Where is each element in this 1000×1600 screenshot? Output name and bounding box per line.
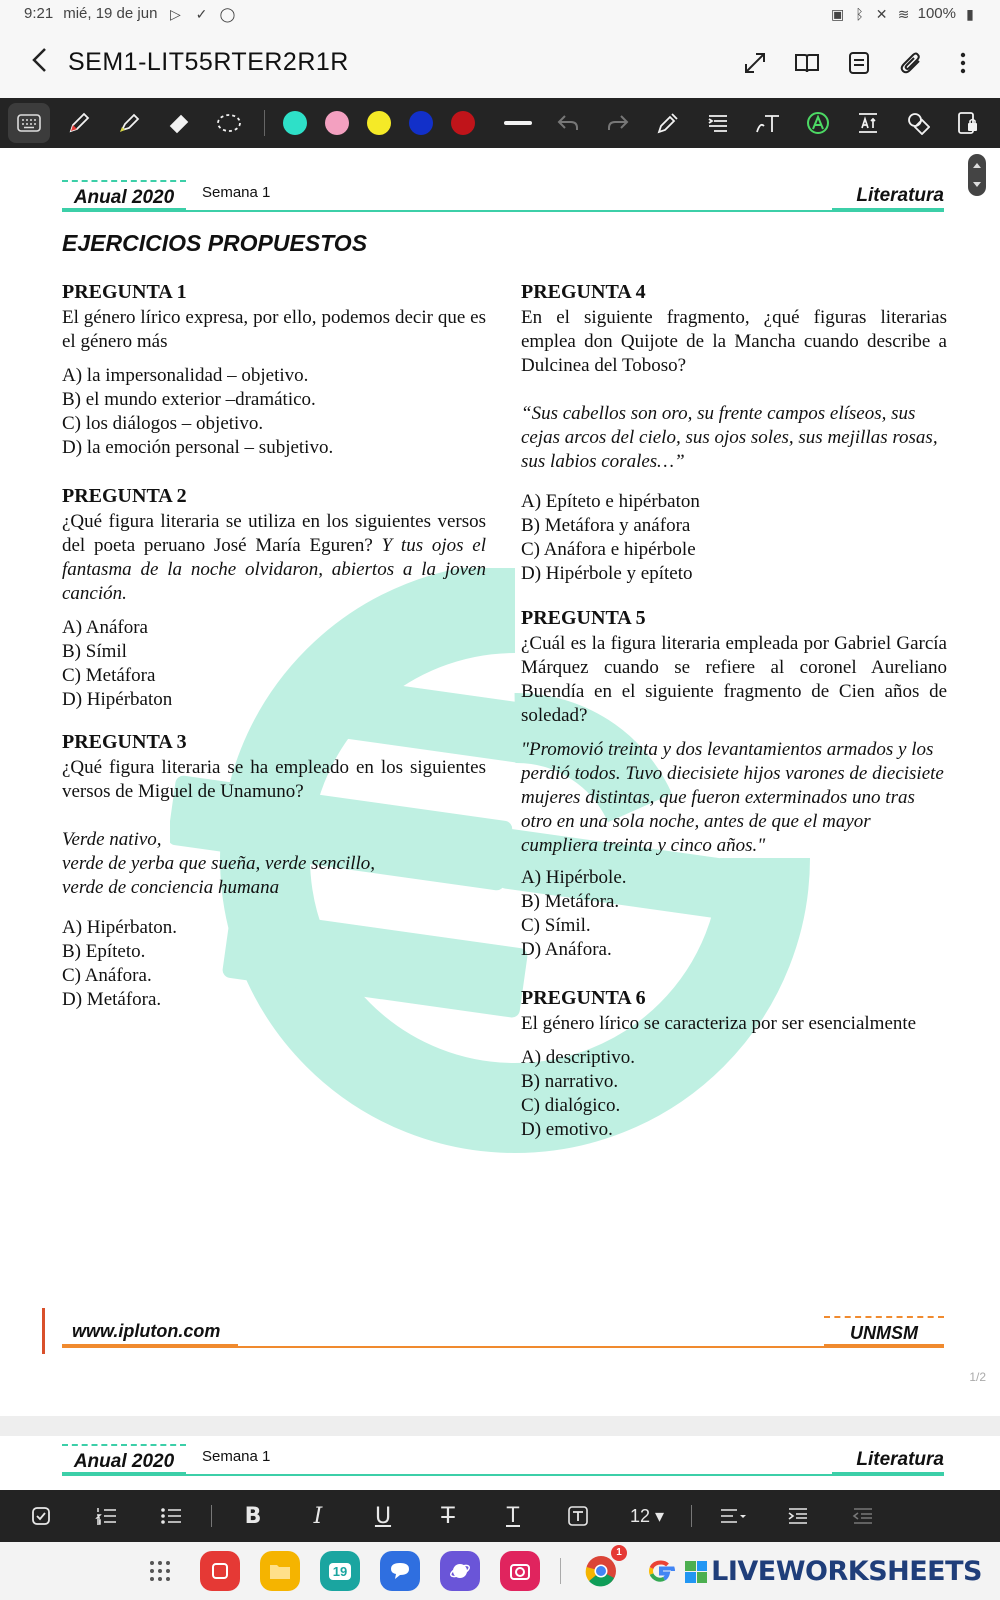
highlighter-tool-button[interactable] xyxy=(108,103,150,143)
question-prompt: ¿Qué figura literaria se utiliza en los siguientes versos del poeta peruano José María Eguren? xyxy=(62,511,486,556)
question-text: El género lírico expresa, por ello, podemos decir que es el género más xyxy=(62,307,486,352)
bluetooth-icon: ᛒ xyxy=(855,5,864,22)
handwriting-text-icon xyxy=(755,112,781,134)
whatsapp-icon: ◯ xyxy=(219,5,236,22)
italic-button[interactable]: I xyxy=(313,1503,323,1529)
numbered-list-icon xyxy=(95,1506,117,1526)
underline-button[interactable]: U xyxy=(374,1503,392,1529)
eraser-icon xyxy=(167,111,191,135)
battery-icon: ▮ xyxy=(966,5,974,22)
ai-text-icon xyxy=(806,111,830,135)
option-a: A) Epíteto e hipérbaton xyxy=(521,491,700,512)
toolbar-divider xyxy=(211,1505,212,1527)
option-c: C) Metáfora xyxy=(62,665,156,686)
lock-icon: ▣ xyxy=(831,5,845,22)
color-swatch-red[interactable] xyxy=(451,111,475,135)
question-1 xyxy=(62,280,486,460)
battery-level: 100% xyxy=(917,5,956,22)
checkbox-icon xyxy=(31,1506,51,1526)
option-c: C) los diálogos – objetivo. xyxy=(62,413,264,434)
pen-tool-button[interactable] xyxy=(58,103,100,143)
fast-scroll-handle[interactable] xyxy=(968,154,986,196)
highlighter-icon xyxy=(117,111,141,135)
question-text: ¿Qué figura literaria se ha empleado en los siguientes versos de Miguel de Unamuno? xyxy=(62,757,486,802)
next-page-header xyxy=(62,1442,944,1478)
note-canvas[interactable] xyxy=(0,148,1000,1490)
internet-app-icon[interactable] xyxy=(440,1551,480,1591)
header-rule xyxy=(186,210,944,212)
quote-line: verde de yerba que sueña, verde sencillo, xyxy=(62,853,376,874)
undo-button[interactable] xyxy=(547,103,589,143)
toolbar-divider xyxy=(691,1505,692,1527)
text-align-button[interactable] xyxy=(697,103,739,143)
media-icon: ▷ xyxy=(170,5,181,22)
question-4 xyxy=(521,280,947,586)
bold-button[interactable]: B xyxy=(244,1503,262,1529)
pen-icon xyxy=(67,111,91,135)
bullet-list-icon xyxy=(160,1506,182,1526)
more-options-button[interactable] xyxy=(946,46,980,80)
toolbar-divider xyxy=(264,110,265,136)
right-column xyxy=(521,280,947,1158)
page-lock-icon xyxy=(956,111,980,135)
ai-assist-button[interactable] xyxy=(797,103,839,143)
keyboard-icon xyxy=(17,114,41,132)
shapes-icon xyxy=(906,111,930,135)
mute-icon: ✕ xyxy=(875,5,888,22)
text-color-glyph: T xyxy=(506,1502,520,1527)
footer-university: UNMSM xyxy=(824,1316,944,1348)
date: mié, 19 de jun xyxy=(63,5,158,22)
lasso-tool-button[interactable] xyxy=(208,103,250,143)
page-header xyxy=(62,178,944,214)
option-a: A) la impersonalidad – objetivo. xyxy=(62,365,309,386)
options-list xyxy=(521,1046,947,1142)
header-subject: Literatura xyxy=(832,180,944,212)
question-text: ¿Cuál es la figura literaria empleada por Gabriel García Márquez cuando se refiere al coronel Aureliano Buendía en el siguiente fragmento de Cien años de soledad? xyxy=(521,633,947,726)
eraser-tool-button[interactable] xyxy=(158,103,200,143)
color-swatch-yellow[interactable] xyxy=(367,111,391,135)
redo-icon xyxy=(606,113,630,133)
chat-bubble-icon xyxy=(389,1561,411,1581)
shape-pen-icon xyxy=(656,111,680,135)
option-a: A) Hipérbaton. xyxy=(62,917,178,938)
book-view-button[interactable] xyxy=(790,46,824,80)
attach-button[interactable] xyxy=(894,46,928,80)
option-d: D) Hipérbaton xyxy=(62,689,173,710)
clock: 9:21 xyxy=(24,5,54,22)
question-title: PREGUNTA 3 xyxy=(62,731,187,753)
font-size-dropdown[interactable]: 12 ▾ xyxy=(629,1505,665,1526)
option-d: D) Hipérbole y epíteto xyxy=(521,563,693,584)
option-d: D) Anáfora. xyxy=(521,939,612,960)
camera-app-icon[interactable] xyxy=(500,1551,540,1591)
notes-app-icon[interactable] xyxy=(200,1551,240,1591)
google-icon xyxy=(646,1556,676,1586)
color-swatch-teal[interactable] xyxy=(283,111,307,135)
keyboard-mode-button[interactable] xyxy=(8,103,50,143)
text-style-button[interactable] xyxy=(554,1496,602,1536)
option-d: D) Metáfora. xyxy=(62,989,162,1010)
browser-orbit-icon xyxy=(449,1560,471,1582)
question-6 xyxy=(521,986,947,1142)
question-title: PREGUNTA 1 xyxy=(62,281,187,303)
question-title: PREGUNTA 5 xyxy=(521,607,646,629)
text-cursor xyxy=(42,1308,45,1354)
lasso-icon xyxy=(216,112,242,134)
pen-toolbar xyxy=(0,98,1000,148)
section-title: EJERCICIOS PROPUESTOS xyxy=(62,230,368,256)
quote-line: Verde nativo, xyxy=(62,829,162,850)
status-bar xyxy=(0,0,1000,30)
google-app-icon[interactable] xyxy=(641,1551,681,1591)
header-year: Anual 2020 xyxy=(62,180,186,212)
option-a: A) Hipérbole. xyxy=(521,867,627,888)
messages-app-icon[interactable] xyxy=(380,1551,420,1591)
page-separator xyxy=(0,1416,1000,1436)
options-list xyxy=(521,866,947,962)
question-title: PREGUNTA 6 xyxy=(521,987,646,1009)
option-b: B) Metáfora. xyxy=(521,891,620,912)
indent-icon xyxy=(787,1506,809,1526)
footer-rule xyxy=(238,1346,824,1348)
question-text: En el siguiente fragmento, ¿qué figuras literarias emplea don Quijote de la Mancha cuando describe a Dulcinea del Toboso? xyxy=(521,307,947,376)
text-style-icon xyxy=(567,1505,589,1527)
files-app-icon[interactable] xyxy=(260,1551,300,1591)
app-bar xyxy=(0,30,1000,98)
question-title: PREGUNTA 4 xyxy=(521,281,646,303)
options-list xyxy=(62,916,486,1012)
option-b: B) Metáfora y anáfora xyxy=(521,515,691,536)
note-icon xyxy=(848,51,870,75)
chevron-left-icon xyxy=(29,46,49,74)
bullet-list-button[interactable] xyxy=(147,1496,195,1536)
dock-divider xyxy=(560,1558,561,1584)
question-2 xyxy=(62,484,486,712)
question-5 xyxy=(521,606,947,962)
color-swatch-pink[interactable] xyxy=(325,111,349,135)
check-icon: ✓ xyxy=(195,5,208,22)
question-text xyxy=(62,510,486,606)
question-title: PREGUNTA 2 xyxy=(62,485,187,507)
text-align-icon xyxy=(706,112,730,134)
options-list xyxy=(521,490,947,586)
footer-url: www.ipluton.com xyxy=(62,1316,238,1348)
lock-page-button[interactable] xyxy=(947,103,989,143)
option-d: D) la emoción personal – subjetivo. xyxy=(62,437,334,458)
checklist-button[interactable] xyxy=(17,1496,65,1536)
app-drawer-button[interactable] xyxy=(140,1551,180,1591)
folder-icon xyxy=(269,1562,291,1580)
shapes-button[interactable] xyxy=(897,103,939,143)
stroke-width-button[interactable] xyxy=(497,103,539,143)
liveworksheets-logo-icon xyxy=(685,1561,707,1583)
header-subject: Literatura xyxy=(832,1444,944,1476)
align-icon xyxy=(719,1506,747,1526)
page-indicator: 1/2 xyxy=(969,1370,986,1384)
strikethrough-button[interactable]: T xyxy=(441,1503,455,1529)
indent-button[interactable] xyxy=(774,1496,822,1536)
calendar-app-icon[interactable] xyxy=(320,1551,360,1591)
outdent-button[interactable] xyxy=(839,1496,887,1536)
paperclip-icon xyxy=(899,51,923,75)
question-quote xyxy=(62,828,486,900)
expand-button[interactable] xyxy=(738,46,772,80)
back-button[interactable] xyxy=(22,46,56,80)
stroke-width-icon xyxy=(503,119,533,127)
question-quote: “Sus cabellos son oro, su frente campos elíseos, sus cejas arcos del cielo, sus ojos soles, sus mejillas rosas, sus labios corales…” xyxy=(521,403,938,472)
expand-icon xyxy=(743,51,767,75)
app-dock xyxy=(0,1542,1000,1600)
book-icon xyxy=(794,51,820,75)
question-3 xyxy=(62,730,486,1012)
handwriting-to-text-button[interactable] xyxy=(747,103,789,143)
option-a: A) Anáfora xyxy=(62,617,148,638)
liveworksheets-brand: LIVEWORKSHEETS xyxy=(711,1556,982,1587)
format-toolbar xyxy=(0,1490,1000,1542)
question-text: El género lírico se caracteriza por ser esencialmente xyxy=(521,1013,917,1034)
quote-line: verde de conciencia humana xyxy=(62,877,280,898)
more-vertical-icon xyxy=(960,52,966,74)
notes-icon xyxy=(210,1561,230,1581)
shape-pen-button[interactable] xyxy=(647,103,689,143)
text-box-icon xyxy=(856,111,880,135)
option-b: B) narrativo. xyxy=(521,1071,619,1092)
option-a: A) descriptivo. xyxy=(521,1047,635,1068)
header-year: Anual 2020 xyxy=(62,1444,186,1476)
redo-button[interactable] xyxy=(597,103,639,143)
option-c: C) Anáfora e hipérbole xyxy=(521,539,696,560)
option-b: B) el mundo exterior –dramático. xyxy=(62,389,316,410)
grid-icon xyxy=(149,1560,171,1582)
options-list xyxy=(62,364,486,460)
chrome-icon xyxy=(585,1555,617,1587)
numbered-list-button[interactable] xyxy=(82,1496,130,1536)
undo-icon xyxy=(556,113,580,133)
chrome-app-icon[interactable] xyxy=(581,1547,622,1591)
option-b: B) Epíteto. xyxy=(62,941,146,962)
notification-badge: 1 xyxy=(611,1545,627,1561)
text-box-button[interactable] xyxy=(847,103,889,143)
option-d: D) emotivo. xyxy=(521,1119,613,1140)
page-template-button[interactable] xyxy=(842,46,876,80)
option-c: C) dialógico. xyxy=(521,1095,621,1116)
camera-icon xyxy=(509,1561,531,1581)
header-week: Semana 1 xyxy=(202,184,271,201)
alignment-dropdown[interactable] xyxy=(709,1496,757,1536)
outdent-icon xyxy=(852,1506,874,1526)
document-title: SEM1-LIT55RTER2R1R xyxy=(68,48,349,76)
option-b: B) Símil xyxy=(62,641,127,662)
page-footer xyxy=(62,1316,944,1348)
question-quote: Y tus ojos el fantasma de la noche olvidaron, abiertos a la joven canción. xyxy=(62,535,487,604)
option-c: C) Anáfora. xyxy=(62,965,152,986)
header-rule xyxy=(186,1474,944,1476)
liveworksheets-watermark xyxy=(685,1556,982,1587)
text-color-button[interactable] xyxy=(489,1496,537,1536)
color-swatch-blue[interactable] xyxy=(409,111,433,135)
left-column xyxy=(62,280,486,1028)
header-week: Semana 1 xyxy=(202,1448,271,1465)
option-c: C) Símil. xyxy=(521,915,591,936)
wifi-icon: ≋ xyxy=(897,5,910,22)
question-quote: "Promovió treinta y dos levantamientos armados y los perdió todos. Tuvo diecisiete hijos varones de diecisiete mujeres distintas, que fueron exterminados uno tras otro en una sola noche, antes de que el mayor cumpliera treinta y cinco años." xyxy=(521,739,944,856)
calendar-day: 19 xyxy=(329,1563,351,1580)
options-list xyxy=(62,616,486,712)
